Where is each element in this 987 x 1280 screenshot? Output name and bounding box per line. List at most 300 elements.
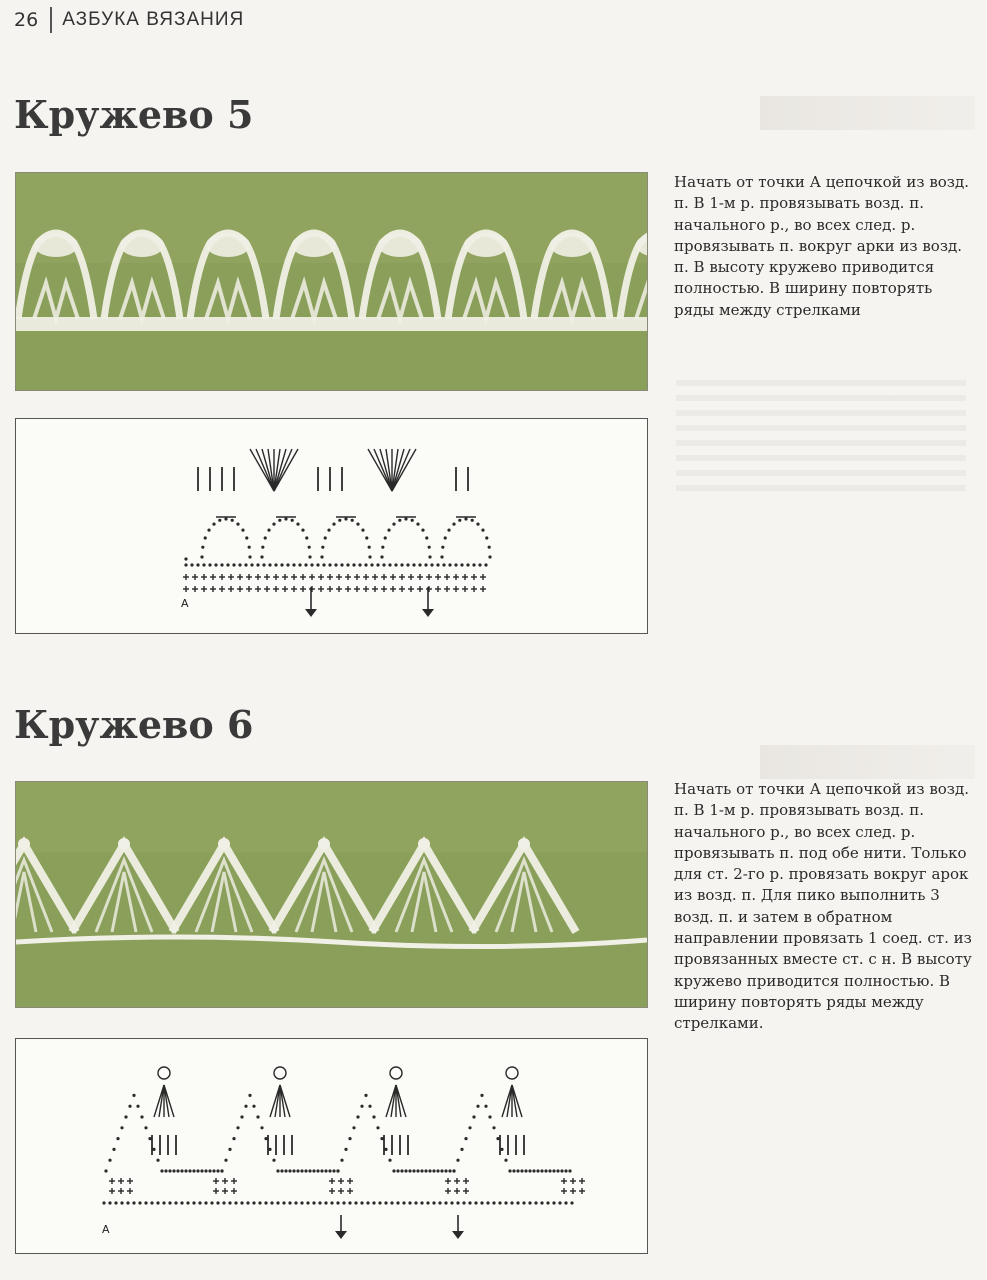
chain-stitch [438, 1201, 441, 1204]
chain-stitch [316, 1169, 319, 1172]
chain-stitch [416, 522, 419, 525]
chain-stitch [138, 1201, 141, 1204]
chain-stitch [462, 1201, 465, 1204]
chain-stitch [258, 1201, 261, 1204]
chain-stitch [424, 1169, 427, 1172]
photo-shade [16, 782, 647, 852]
chain-stitch [156, 1201, 159, 1204]
chain-stitch [245, 536, 248, 539]
chain-stitch [340, 563, 343, 566]
chain-stitch [560, 1169, 563, 1172]
chain-stitch [240, 1115, 243, 1118]
fan-stitch [380, 449, 392, 491]
chain-stitch [368, 546, 371, 549]
chain-stitch [342, 1201, 345, 1204]
picot [158, 1067, 170, 1079]
chain-stitch [208, 563, 211, 566]
chain-stitch [204, 1169, 207, 1172]
chain-stitch [328, 563, 331, 566]
chain-stitch [244, 1105, 247, 1108]
chain-stitch [200, 555, 203, 558]
repeat-arrow-head [305, 609, 317, 617]
chain-stitch [468, 1201, 471, 1204]
chain-stitch [196, 563, 199, 566]
chain-stitch [324, 1169, 327, 1172]
chain-stitch [216, 1201, 219, 1204]
picot-stitch [154, 1085, 164, 1117]
chain-stitch [444, 536, 447, 539]
chain-stitch [188, 1169, 191, 1172]
chain-stitch [270, 1201, 273, 1204]
chain-stitch [528, 1169, 531, 1172]
chain-stitch [366, 1201, 369, 1204]
chain-stitch [476, 522, 479, 525]
chain-stitch [378, 1201, 381, 1204]
chain-stitch [408, 1201, 411, 1204]
chain-stitch [124, 1115, 127, 1118]
chain-stitch [328, 1169, 331, 1172]
lace-6-photo [15, 781, 648, 1008]
chain-stitch [421, 529, 424, 532]
chain-stitch [436, 563, 439, 566]
start-point-label: A [181, 597, 189, 610]
chain-stitch [304, 1169, 307, 1172]
chain-stitch [376, 1126, 379, 1129]
chain-stitch [218, 519, 221, 522]
header-divider [50, 7, 52, 33]
chain-stitch [564, 1201, 567, 1204]
chain-stitch [120, 1126, 123, 1129]
chain-stitch [558, 1201, 561, 1204]
chain-stitch [120, 1201, 123, 1204]
chain-stitch [428, 546, 431, 549]
chain-stitch [364, 563, 367, 566]
chain-stitch [404, 1169, 407, 1172]
running-header [14, 6, 244, 34]
picot-stitch [391, 1085, 396, 1117]
chain-stitch [516, 1169, 519, 1172]
chain-stitch [488, 555, 491, 558]
chain-stitch [471, 519, 474, 522]
chain-stitch [516, 1201, 519, 1204]
chain-stitch [454, 563, 457, 566]
chain-stitch [396, 1201, 399, 1204]
chain-stitch [168, 1201, 171, 1204]
chain-stitch [381, 546, 384, 549]
chain-stitch [570, 1201, 573, 1204]
chain-stitch [520, 1169, 523, 1172]
chain-stitch [140, 1115, 143, 1118]
chain-stitch [398, 519, 401, 522]
chain-stitch [204, 536, 207, 539]
chain-stitch [416, 1169, 419, 1172]
chain-stitch [504, 1201, 507, 1204]
lace-picot [18, 838, 30, 850]
chain-stitch [174, 1201, 177, 1204]
chain-stitch [388, 563, 391, 566]
chain-stitch [160, 1169, 163, 1172]
chain-stitch [430, 563, 433, 566]
chain-stitch [392, 1169, 395, 1172]
bleed-through [760, 96, 975, 130]
chain-stitch [286, 563, 289, 566]
chain-stitch [426, 1201, 429, 1204]
chain-stitch [344, 517, 347, 520]
chain-stitch [504, 1159, 507, 1162]
chain-stitch [406, 563, 409, 566]
chain-stitch [484, 563, 487, 566]
chain-stitch [267, 529, 270, 532]
chain-stitch [236, 1126, 239, 1129]
chain-stitch [432, 1201, 435, 1204]
chain-stitch [304, 563, 307, 566]
chain-stitch [192, 1169, 195, 1172]
fan-stitch [262, 449, 274, 491]
chain-stitch [458, 519, 461, 522]
chain-stitch [348, 1137, 351, 1140]
lace-picot [518, 838, 530, 850]
chain-stitch [400, 563, 403, 566]
chain-stitch [528, 1201, 531, 1204]
chain-stitch [144, 1201, 147, 1204]
lace-fan [34, 233, 78, 257]
chain-stitch [484, 1105, 487, 1108]
chain-stitch [361, 529, 364, 532]
chain-stitch [204, 1201, 207, 1204]
chain-stitch [512, 1169, 515, 1172]
chain-stitch [404, 517, 407, 520]
chain-stitch [308, 546, 311, 549]
chain-stitch [292, 1169, 295, 1172]
chain-stitch [338, 519, 341, 522]
chain-stitch [196, 1169, 199, 1172]
chain-stitch [231, 519, 234, 522]
chain-stitch [402, 1201, 405, 1204]
chain-stitch [384, 1201, 387, 1204]
chain-stitch [222, 1201, 225, 1204]
chain-stitch [320, 1169, 323, 1172]
chain-stitch [380, 555, 383, 558]
chain-stitch [241, 529, 244, 532]
picot-stitch [280, 1085, 290, 1117]
chain-stitch [336, 1169, 339, 1172]
chain-stitch [390, 1201, 393, 1204]
chain-stitch [232, 1137, 235, 1140]
chain-stitch [322, 563, 325, 566]
chain-stitch [104, 1169, 107, 1172]
chain-stitch [485, 536, 488, 539]
chain-stitch [301, 529, 304, 532]
chain-stitch [414, 1201, 417, 1204]
chain-stitch [288, 1169, 291, 1172]
chain-stitch [468, 1126, 471, 1129]
picot-stitch [275, 1085, 280, 1117]
chain-stitch [246, 1201, 249, 1204]
chain-stitch [234, 1201, 237, 1204]
repeat-arrow-head [335, 1231, 347, 1239]
picot-stitch [396, 1085, 401, 1117]
chain-stitch [384, 536, 387, 539]
picot [390, 1067, 402, 1079]
chain-stitch [252, 1201, 255, 1204]
chain-stitch [552, 1201, 555, 1204]
chain-stitch [432, 1169, 435, 1172]
chain-stitch [192, 1201, 195, 1204]
chain-stitch [172, 1169, 175, 1172]
chain-stitch [190, 563, 193, 566]
chain-stitch [354, 1201, 357, 1204]
chain-stitch [294, 1201, 297, 1204]
chain-stitch [534, 1201, 537, 1204]
chain-stitch [276, 1169, 279, 1172]
chain-stitch [568, 1169, 571, 1172]
fan-stitch [392, 449, 404, 491]
chain-stitch [411, 519, 414, 522]
repeat-arrow-head [452, 1231, 464, 1239]
chain-stitch [382, 563, 385, 566]
chain-stitch [320, 555, 323, 558]
chain-stitch [478, 563, 481, 566]
chain-stitch [370, 563, 373, 566]
lace-fan [120, 233, 164, 257]
chain-stitch [440, 1169, 443, 1172]
chain-stitch [184, 1169, 187, 1172]
chain-stitch [232, 563, 235, 566]
chain-stitch [184, 563, 187, 566]
chain-stitch [412, 1169, 415, 1172]
chain-stitch [284, 517, 287, 520]
section-title-lace-5: Кружево 5 [14, 92, 254, 137]
chain-stitch [291, 519, 294, 522]
chain-stitch [424, 563, 427, 566]
chain-stitch [305, 536, 308, 539]
chain-stitch [264, 536, 267, 539]
chain-stitch [387, 529, 390, 532]
chain-stitch [498, 1201, 501, 1204]
chain-stitch [394, 563, 397, 566]
chain-stitch [262, 563, 265, 566]
chain-stitch [540, 1169, 543, 1172]
chain-stitch [510, 1201, 513, 1204]
chain-stitch [452, 1169, 455, 1172]
chain-stitch [536, 1169, 539, 1172]
chain-stitch [532, 1169, 535, 1172]
chain-stitch [428, 555, 431, 558]
chain-stitch [300, 1201, 303, 1204]
picot-stitch [159, 1085, 164, 1117]
chain-stitch [444, 1201, 447, 1204]
chain-stitch [408, 1169, 411, 1172]
chain-stitch [184, 557, 187, 560]
lace-picot [218, 838, 230, 850]
chain-stitch [228, 1201, 231, 1204]
chain-stitch [212, 522, 215, 525]
chain-stitch [298, 563, 301, 566]
chain-stitch [546, 1201, 549, 1204]
chain-stitch [336, 1201, 339, 1204]
chain-stitch [436, 1169, 439, 1172]
chain-stitch [162, 1201, 165, 1204]
chain-stitch [308, 1169, 311, 1172]
chain-stitch [261, 546, 264, 549]
chain-stitch [207, 529, 210, 532]
chain-stitch [334, 563, 337, 566]
chain-stitch [212, 1169, 215, 1172]
chain-stitch [332, 522, 335, 525]
chain-stitch [332, 1169, 335, 1172]
chain-stitch [318, 1201, 321, 1204]
chain-stitch [466, 563, 469, 566]
chain-stitch [200, 1169, 203, 1172]
lace-base-band [16, 317, 647, 331]
lace-5-crochet-diagram [16, 419, 647, 633]
chain-stitch [440, 555, 443, 558]
lace-picot [418, 838, 430, 850]
lace-6-description: Начать от точки А цепочкой из возд. п. В 1-м р. провязывать возд. п. начального р., во всех след. р. провязывать п. под обе нити. Только для ст. 2-го р. провязать вокруг арок из возд. п. Для пико выполнить 3 возд. п. и затем в обратном направлении провязать 1 соед. ст. из провязанных вместе ст. с н. В высоту кружево приводится полностью. В ширину повторять ряды между стрелками. [674, 780, 972, 1033]
chain-stitch [306, 1201, 309, 1204]
chain-stitch [460, 1148, 463, 1151]
chain-stitch [428, 1169, 431, 1172]
chain-stitch [360, 1105, 363, 1108]
chain-stitch [425, 536, 428, 539]
chain-stitch [456, 1201, 459, 1204]
chain-stitch [448, 1169, 451, 1172]
chain-stitch [214, 563, 217, 566]
chain-stitch [102, 1201, 105, 1204]
chain-stitch [292, 563, 295, 566]
chain-stitch [365, 536, 368, 539]
chain-stitch [540, 1201, 543, 1204]
lace-fan [378, 233, 422, 257]
chain-stitch [476, 1105, 479, 1108]
chain-stitch [508, 1169, 511, 1172]
chain-stitch [276, 1201, 279, 1204]
picot [506, 1067, 518, 1079]
chain-stitch [264, 1201, 267, 1204]
bleed-through [760, 745, 975, 779]
chain-stitch [210, 1201, 213, 1204]
chain-stitch [480, 1094, 483, 1097]
chain-stitch [321, 546, 324, 549]
page-number: 26 [14, 9, 39, 31]
chain-stitch [272, 1159, 275, 1162]
picot-stitch [502, 1085, 512, 1117]
chain-stitch [488, 1115, 491, 1118]
chain-stitch [464, 517, 467, 520]
chain-stitch [480, 1201, 483, 1204]
chain-stitch [248, 546, 251, 549]
chain-stitch [280, 563, 283, 566]
bleed-through [676, 380, 966, 500]
chain-stitch [448, 563, 451, 566]
chain-stitch [344, 1148, 347, 1151]
chain-stitch [444, 1169, 447, 1172]
chain-stitch [256, 563, 259, 566]
chain-stitch [116, 1137, 119, 1140]
chain-stitch [492, 1201, 495, 1204]
picot-stitch [164, 1085, 169, 1117]
chain-stitch [260, 1126, 263, 1129]
chain-stitch [552, 1169, 555, 1172]
chain-stitch [412, 563, 415, 566]
chain-stitch [288, 1201, 291, 1204]
chain-stitch [441, 546, 444, 549]
chain-stitch [201, 546, 204, 549]
chain-stitch [464, 1137, 467, 1140]
chain-stitch [447, 529, 450, 532]
chain-stitch [420, 1169, 423, 1172]
chain-stitch [220, 1169, 223, 1172]
lace-picot [118, 838, 130, 850]
chain-stitch [128, 1105, 131, 1108]
chain-stitch [244, 563, 247, 566]
chain-stitch [324, 536, 327, 539]
chain-stitch [522, 1201, 525, 1204]
chain-stitch [420, 1201, 423, 1204]
chain-stitch [220, 563, 223, 566]
chain-stitch [268, 563, 271, 566]
chain-stitch [472, 563, 475, 566]
chain-stitch [418, 563, 421, 566]
repeat-arrow-head [422, 609, 434, 617]
chain-stitch [564, 1169, 567, 1172]
chain-stitch [248, 555, 251, 558]
picot-stitch [164, 1085, 174, 1117]
start-point-label: A [102, 1223, 110, 1236]
picot [274, 1067, 286, 1079]
chain-stitch [112, 1148, 115, 1151]
chain-stitch [260, 555, 263, 558]
picot-stitch [512, 1085, 517, 1117]
chain-stitch [352, 1126, 355, 1129]
chain-stitch [144, 1126, 147, 1129]
chain-stitch [240, 1201, 243, 1204]
chain-stitch [228, 1148, 231, 1151]
lace-fan [206, 233, 250, 257]
lace-fan [550, 233, 594, 257]
chain-stitch [456, 1159, 459, 1162]
chain-stitch [348, 1201, 351, 1204]
chain-stitch [216, 1169, 219, 1172]
picot-stitch [507, 1085, 512, 1117]
section-title-lace-6: Кружево 6 [14, 702, 254, 747]
chain-stitch [224, 1159, 227, 1162]
chain-stitch [168, 1169, 171, 1172]
chain-stitch [368, 1105, 371, 1108]
chain-stitch [132, 1201, 135, 1204]
lace-5-chart [15, 418, 648, 634]
chain-stitch [202, 563, 205, 566]
chain-stitch [296, 522, 299, 525]
chain-stitch [376, 563, 379, 566]
chain-stitch [486, 1201, 489, 1204]
chain-stitch [340, 1159, 343, 1162]
lace-5-description: Начать от точки А цепочкой из возд. п. В 1-м р. провязывать возд. п. начального р., во всех след. р. провязывать п. вокруг арки из возд. п. В высоту кружево приводится полностью. В ширину повторять ряды между стрелками [674, 173, 969, 319]
chain-stitch [492, 1126, 495, 1129]
running-title: АЗБУКА ВЯЗАНИЯ [62, 9, 245, 30]
chain-stitch [180, 1169, 183, 1172]
fan-stitch [274, 449, 286, 491]
chain-stitch [284, 1169, 287, 1172]
picot-stitch [512, 1085, 522, 1117]
picot-stitch [270, 1085, 280, 1117]
chain-stitch [310, 563, 313, 566]
chain-stitch [238, 563, 241, 566]
chain-stitch [352, 563, 355, 566]
chain-stitch [236, 522, 239, 525]
lace-fan [292, 233, 336, 257]
chain-stitch [280, 1169, 283, 1172]
